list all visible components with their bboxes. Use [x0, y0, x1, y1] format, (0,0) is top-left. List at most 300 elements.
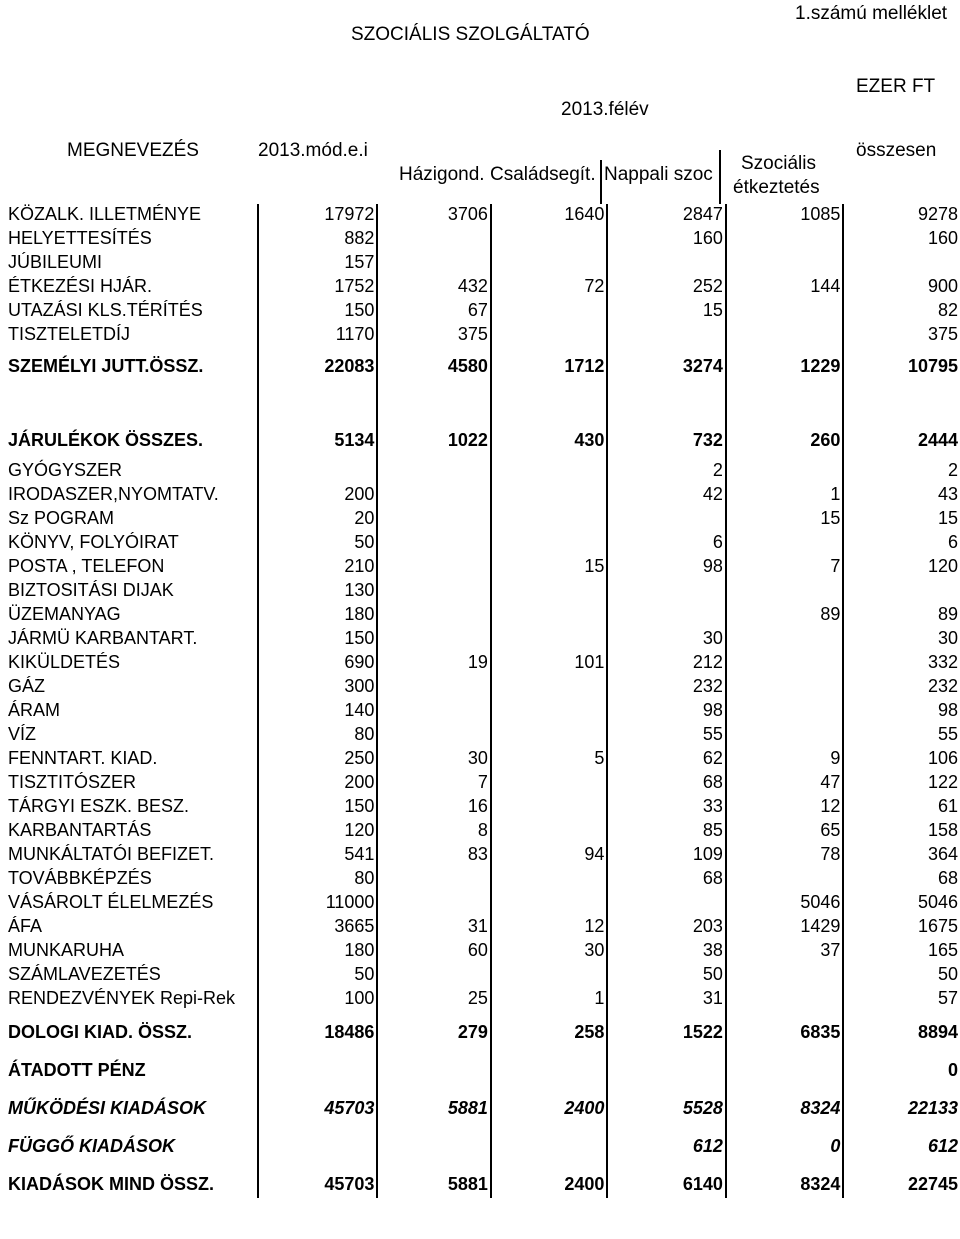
cell-value: 258 [491, 1012, 608, 1046]
cell-value: 15 [491, 556, 608, 580]
cell-value: 150 [258, 628, 378, 652]
cell-value: 42 [607, 484, 725, 508]
organization-title: SZOCIÁLIS SZOLGÁLTATÓ [351, 24, 590, 45]
table-row [6, 844, 960, 868]
cell-value [491, 868, 608, 892]
cell-value: 882 [258, 228, 378, 252]
row-label: MUNKARUHA [8, 940, 125, 960]
cell-value: 8 [377, 820, 491, 844]
cell-value: 375 [377, 324, 491, 348]
cell-value: 120 [258, 820, 378, 844]
cell-value: 5 [491, 748, 608, 772]
row-label: ÁFA [8, 916, 43, 936]
cell-value: 232 [607, 676, 725, 700]
cell-value: 1170 [258, 324, 378, 348]
row-label: TISZTELETDÍJ [8, 324, 131, 344]
cell-value: 140 [258, 700, 378, 724]
cell-value: 65 [726, 820, 843, 844]
cell-value [377, 532, 491, 556]
table-row [6, 228, 960, 252]
cell-value: 19 [377, 652, 491, 676]
cell-value [726, 300, 843, 324]
cell-value [491, 628, 608, 652]
table-row [6, 484, 960, 508]
row-label: MŰKÖDÉSI KIADÁSOK [8, 1098, 207, 1118]
cell-value: 30 [607, 628, 725, 652]
table-row [6, 700, 960, 724]
cell-value: 1022 [377, 408, 491, 454]
cell-value: 0 [726, 1122, 843, 1160]
table-row [6, 252, 960, 276]
cell-value: 101 [491, 652, 608, 676]
cell-value: 67 [377, 300, 491, 324]
table-row [6, 628, 960, 652]
cell-value: 165 [843, 940, 960, 964]
budget-table [6, 204, 960, 1198]
table-row [6, 748, 960, 772]
cell-value: 68 [607, 868, 725, 892]
cell-value: 50 [258, 964, 378, 988]
table-row [6, 1046, 960, 1084]
cell-value [377, 964, 491, 988]
header-divider [719, 150, 721, 204]
cell-value: 60 [377, 940, 491, 964]
cell-value: 31 [607, 988, 725, 1012]
table-row [6, 916, 960, 940]
cell-value: 200 [258, 484, 378, 508]
cell-value: 260 [726, 408, 843, 454]
cell-value: 109 [607, 844, 725, 868]
cell-value: 252 [607, 276, 725, 300]
cell-value: 61 [843, 796, 960, 820]
row-label: ÉTKEZÉSI HJÁR. [8, 276, 153, 296]
cell-value: 85 [607, 820, 725, 844]
cell-value: 732 [607, 408, 725, 454]
cell-value [843, 580, 960, 604]
cell-value [726, 724, 843, 748]
cell-value [726, 228, 843, 252]
row-label: Sz POGRAM [8, 508, 115, 528]
cell-value [726, 700, 843, 724]
cell-value [491, 324, 608, 348]
table-row [6, 652, 960, 676]
cell-value: 18486 [258, 1012, 378, 1046]
cell-value: 30 [843, 628, 960, 652]
row-label: KÖZALK. ILLETMÉNYE [8, 204, 202, 224]
cell-value: 50 [258, 532, 378, 556]
cell-value: 1712 [491, 348, 608, 380]
table-row [6, 868, 960, 892]
cell-value [607, 892, 725, 916]
cell-value: 82 [843, 300, 960, 324]
table-row [6, 324, 960, 348]
cell-value: 15 [607, 300, 725, 324]
cell-value: 68 [843, 868, 960, 892]
cell-value: 6140 [607, 1160, 725, 1198]
table-row [6, 796, 960, 820]
cell-value [491, 892, 608, 916]
cell-value: 8894 [843, 1012, 960, 1046]
cell-value: 15 [843, 508, 960, 532]
cell-value [491, 700, 608, 724]
cell-value: 50 [607, 964, 725, 988]
table-row [6, 276, 960, 300]
cell-value: 200 [258, 772, 378, 796]
table-row [6, 556, 960, 580]
cell-value: 50 [843, 964, 960, 988]
cell-value [726, 676, 843, 700]
cell-value: 212 [607, 652, 725, 676]
cell-value [377, 252, 491, 276]
row-label: DOLOGI KIAD. ÖSSZ. [8, 1022, 193, 1042]
row-label [6, 380, 258, 408]
cell-value: 1 [491, 988, 608, 1012]
row-label: JÚBILEUMI [8, 252, 103, 272]
cell-value: 12 [491, 916, 608, 940]
cell-value: 210 [258, 556, 378, 580]
cell-value [491, 604, 608, 628]
row-label: KIKÜLDETÉS [8, 652, 121, 672]
cell-value: 2400 [491, 1084, 608, 1122]
cell-value [491, 676, 608, 700]
column-header-home-care: Házigond. [399, 164, 485, 185]
row-label: KIADÁSOK MIND ÖSSZ. [8, 1174, 215, 1194]
cell-value: 89 [726, 604, 843, 628]
table-row [6, 1122, 960, 1160]
cell-value [726, 964, 843, 988]
cell-value: 160 [843, 228, 960, 252]
cell-value: 2400 [491, 1160, 608, 1198]
cell-value [726, 1046, 843, 1084]
column-header-total: összesen [856, 140, 937, 161]
table-row [6, 508, 960, 532]
table-row [6, 300, 960, 324]
cell-value [377, 868, 491, 892]
cell-value: 55 [843, 724, 960, 748]
cell-value [491, 228, 608, 252]
row-label: JÁRMÜ KARBANTART. [8, 628, 198, 648]
cell-value [377, 676, 491, 700]
cell-value: 1 [726, 484, 843, 508]
cell-value: 7 [377, 772, 491, 796]
cell-value: 98 [843, 700, 960, 724]
cell-value: 2847 [607, 204, 725, 228]
cell-value: 0 [843, 1046, 960, 1084]
cell-value: 78 [726, 844, 843, 868]
cell-value: 158 [843, 820, 960, 844]
cell-value [726, 628, 843, 652]
cell-value: 541 [258, 844, 378, 868]
cell-value: 1429 [726, 916, 843, 940]
row-label: BIZTOSITÁSI DIJAK [8, 580, 174, 600]
cell-value [491, 1122, 608, 1160]
cell-value [377, 724, 491, 748]
cell-value: 10795 [843, 348, 960, 380]
cell-value: 25 [377, 988, 491, 1012]
cell-value [491, 964, 608, 988]
cell-value: 120 [843, 556, 960, 580]
cell-value: 364 [843, 844, 960, 868]
cell-value: 612 [607, 1122, 725, 1160]
cell-value: 1640 [491, 204, 608, 228]
cell-value: 30 [377, 748, 491, 772]
row-label: ÁRAM [8, 700, 61, 720]
cell-value: 150 [258, 300, 378, 324]
cell-value: 12 [726, 796, 843, 820]
cell-value: 1229 [726, 348, 843, 380]
cell-value [377, 508, 491, 532]
cell-value: 1752 [258, 276, 378, 300]
cell-value: 80 [258, 868, 378, 892]
row-label: UTAZÁSI KLS.TÉRÍTÉS [8, 300, 203, 320]
cell-value [726, 868, 843, 892]
cell-value: 430 [491, 408, 608, 454]
cell-value [258, 454, 378, 484]
cell-value [843, 252, 960, 276]
table-row [6, 892, 960, 916]
row-label: TOVÁBBKÉPZÉS [8, 868, 152, 888]
cell-value: 55 [607, 724, 725, 748]
cell-value [258, 1122, 378, 1160]
table-row [6, 1160, 960, 1198]
column-header-family-support: Családsegít. [490, 164, 596, 185]
cell-value: 5046 [843, 892, 960, 916]
row-label: SZÁMLAVEZETÉS [8, 964, 161, 984]
cell-value [607, 604, 725, 628]
table-row [6, 204, 960, 228]
cell-value: 1522 [607, 1012, 725, 1046]
cell-value: 690 [258, 652, 378, 676]
cell-value: 20 [258, 508, 378, 532]
cell-value: 300 [258, 676, 378, 700]
table-row [6, 964, 960, 988]
cell-value: 16 [377, 796, 491, 820]
cell-value: 31 [377, 916, 491, 940]
cell-value: 6835 [726, 1012, 843, 1046]
cell-value [843, 380, 960, 408]
cell-value [726, 532, 843, 556]
table-row [6, 988, 960, 1012]
cell-value: 15 [726, 508, 843, 532]
cell-value: 332 [843, 652, 960, 676]
unit-label: EZER FT [856, 76, 936, 97]
cell-value [726, 380, 843, 408]
cell-value [607, 324, 725, 348]
cell-value [377, 380, 491, 408]
cell-value: 17972 [258, 204, 378, 228]
row-label: ÜZEMANYAG [8, 604, 121, 624]
cell-value [377, 454, 491, 484]
cell-value: 5528 [607, 1084, 725, 1122]
cell-value: 432 [377, 276, 491, 300]
cell-value [377, 604, 491, 628]
cell-value [377, 700, 491, 724]
cell-value: 45703 [258, 1084, 378, 1122]
cell-value [491, 508, 608, 532]
cell-value [377, 892, 491, 916]
cell-value [491, 484, 608, 508]
cell-value [491, 580, 608, 604]
cell-value: 130 [258, 580, 378, 604]
row-label: FENNTART. KIAD. [8, 748, 158, 768]
cell-value [491, 532, 608, 556]
cell-value [726, 988, 843, 1012]
cell-value: 160 [607, 228, 725, 252]
cell-value: 22133 [843, 1084, 960, 1122]
annex-label: 1.számú melléklet [795, 3, 948, 24]
cell-value: 7 [726, 556, 843, 580]
cell-value: 9 [726, 748, 843, 772]
table-row [6, 454, 960, 484]
table-row [6, 580, 960, 604]
cell-value [726, 652, 843, 676]
cell-value [377, 484, 491, 508]
cell-value: 89 [843, 604, 960, 628]
cell-value: 22083 [258, 348, 378, 380]
cell-value: 900 [843, 276, 960, 300]
column-header-modified-budget: 2013.mód.e.i [258, 140, 368, 161]
cell-value: 98 [607, 700, 725, 724]
row-label: VÍZ [8, 724, 37, 744]
period-label: 2013.félév [561, 99, 649, 120]
cell-value: 150 [258, 796, 378, 820]
row-label: GYÓGYSZER [8, 460, 123, 480]
cell-value: 83 [377, 844, 491, 868]
row-label: JÁRULÉKOK ÖSSZES. [8, 430, 204, 450]
cell-value [726, 580, 843, 604]
cell-value: 22745 [843, 1160, 960, 1198]
table-row [6, 380, 960, 408]
cell-value: 94 [491, 844, 608, 868]
cell-value: 2 [607, 454, 725, 484]
cell-value [491, 454, 608, 484]
cell-value: 5134 [258, 408, 378, 454]
cell-value: 3274 [607, 348, 725, 380]
cell-value [377, 628, 491, 652]
cell-value: 3665 [258, 916, 378, 940]
row-label: VÁSÁROLT ÉLELMEZÉS [8, 892, 214, 912]
row-label: ÁTADOTT PÉNZ [8, 1060, 146, 1080]
table-row [6, 820, 960, 844]
cell-value: 106 [843, 748, 960, 772]
cell-value: 612 [843, 1122, 960, 1160]
table-row [6, 604, 960, 628]
cell-value: 9278 [843, 204, 960, 228]
cell-value: 100 [258, 988, 378, 1012]
row-label: GÁZ [8, 676, 46, 696]
column-header-name: MEGNEVEZÉS [67, 140, 199, 161]
cell-value: 98 [607, 556, 725, 580]
cell-value: 5881 [377, 1160, 491, 1198]
table-row [6, 348, 960, 380]
cell-value: 5881 [377, 1084, 491, 1122]
cell-value [607, 252, 725, 276]
cell-value: 144 [726, 276, 843, 300]
cell-value [491, 724, 608, 748]
row-label: KÖNYV, FOLYÓIRAT [8, 532, 179, 552]
row-label: MUNKÁLTATÓI BEFIZET. [8, 844, 215, 864]
row-label: IRODASZER,NYOMTATV. [8, 484, 219, 504]
cell-value [607, 580, 725, 604]
row-label: POSTA , TELEFON [8, 556, 165, 576]
cell-value: 232 [843, 676, 960, 700]
row-label: SZEMÉLYI JUTT.ÖSSZ. [8, 356, 204, 376]
cell-value [377, 1122, 491, 1160]
cell-value [377, 1046, 491, 1084]
table-row [6, 532, 960, 556]
table-row [6, 408, 960, 454]
cell-value [726, 324, 843, 348]
cell-value: 43 [843, 484, 960, 508]
column-header-day-care: Nappali szoc [604, 164, 713, 185]
cell-value: 122 [843, 772, 960, 796]
cell-value: 157 [258, 252, 378, 276]
cell-value: 8324 [726, 1084, 843, 1122]
cell-value: 5046 [726, 892, 843, 916]
cell-value: 62 [607, 748, 725, 772]
cell-value: 1085 [726, 204, 843, 228]
row-label: TISZTITÓSZER [8, 772, 136, 792]
row-label: HELYETTESÍTÉS [8, 228, 152, 248]
table-row [6, 1084, 960, 1122]
table-row [6, 772, 960, 796]
cell-value [491, 252, 608, 276]
table-row [6, 1012, 960, 1046]
cell-value [377, 228, 491, 252]
row-label: KARBANTARTÁS [8, 820, 152, 840]
cell-value [491, 300, 608, 324]
table-row [6, 724, 960, 748]
cell-value: 72 [491, 276, 608, 300]
cell-value: 30 [491, 940, 608, 964]
cell-value: 180 [258, 940, 378, 964]
cell-value: 2444 [843, 408, 960, 454]
cell-value: 3706 [377, 204, 491, 228]
cell-value: 8324 [726, 1160, 843, 1198]
cell-value: 375 [843, 324, 960, 348]
cell-value: 80 [258, 724, 378, 748]
column-header-meals-line1: Szociális [741, 153, 816, 174]
cell-value: 45703 [258, 1160, 378, 1198]
row-label: TÁRGYI ESZK. BESZ. [8, 796, 190, 816]
cell-value: 68 [607, 772, 725, 796]
cell-value [377, 580, 491, 604]
cell-value: 57 [843, 988, 960, 1012]
table-row [6, 940, 960, 964]
cell-value [491, 380, 608, 408]
cell-value [726, 454, 843, 484]
cell-value: 11000 [258, 892, 378, 916]
cell-value [491, 820, 608, 844]
cell-value: 1675 [843, 916, 960, 940]
cell-value: 2 [843, 454, 960, 484]
cell-value [491, 796, 608, 820]
cell-value: 6 [843, 532, 960, 556]
cell-value [607, 1046, 725, 1084]
cell-value [491, 772, 608, 796]
cell-value: 38 [607, 940, 725, 964]
cell-value: 37 [726, 940, 843, 964]
table-row [6, 676, 960, 700]
cell-value: 203 [607, 916, 725, 940]
cell-value [607, 508, 725, 532]
cell-value [258, 380, 378, 408]
row-label: RENDEZVÉNYEK Repi-Rek [8, 988, 236, 1008]
cell-value: 33 [607, 796, 725, 820]
header-divider [600, 160, 602, 204]
cell-value: 4580 [377, 348, 491, 380]
cell-value [491, 1046, 608, 1084]
